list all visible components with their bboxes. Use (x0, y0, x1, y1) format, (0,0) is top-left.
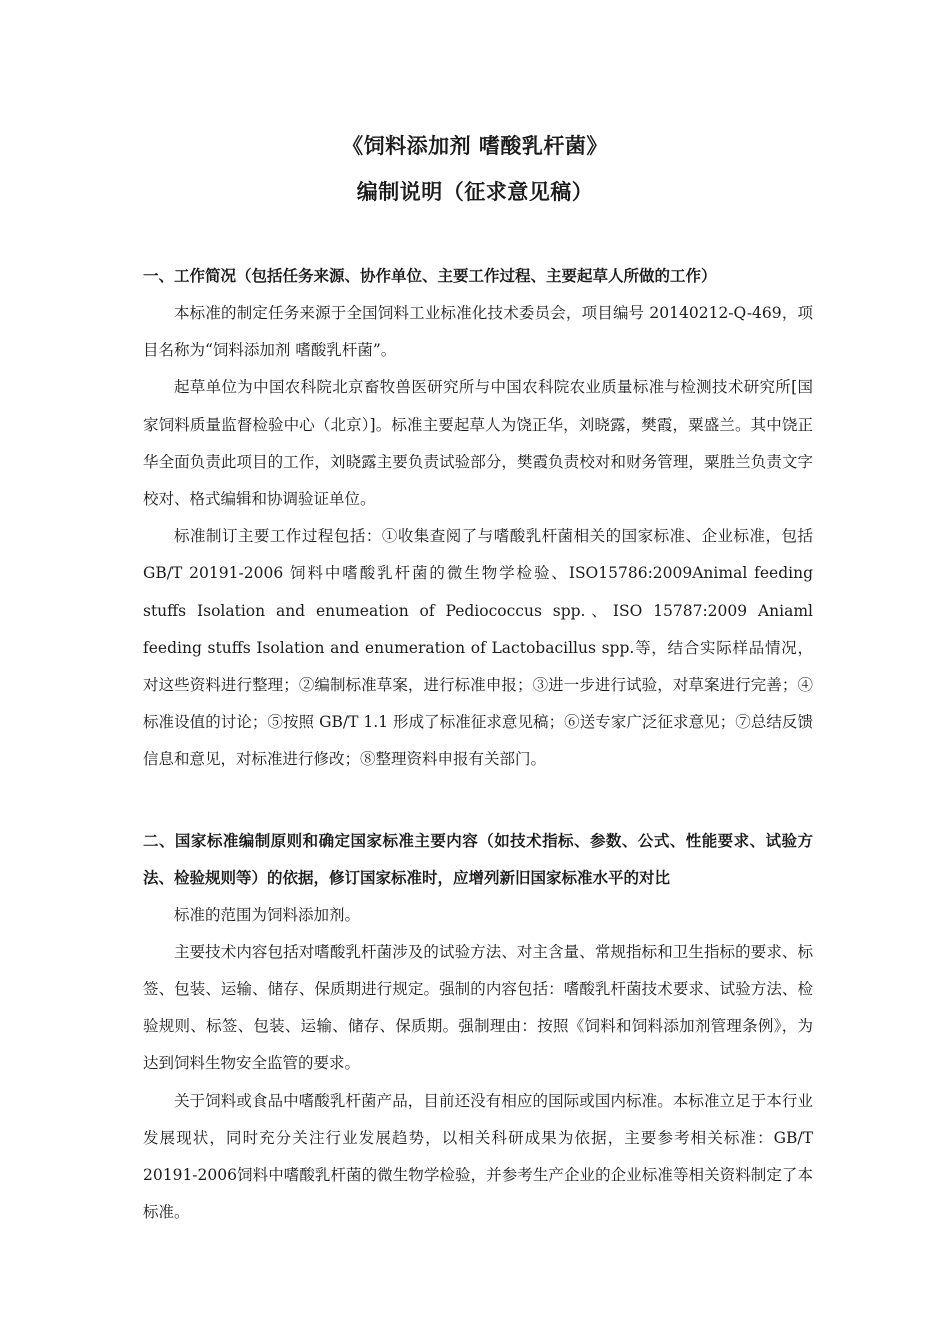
section-1-paragraph-3: 标准制订主要工作过程包括：①收集查阅了与嗜酸乳杆菌相关的国家标准、企业标准，包括 GB/T 20191-2006 饲料中嗜酸乳杆菌的微生物学检验、ISO15786:2009Animal feeding stuffs Isolation and enumeation of Pediococcus spp.、ISO 15787:2009 Aniaml feeding stuffs Isolation and enumeration of Lactobacillus spp.等，结合实际样品情况，对这些资料进行整理；②编制标准草案，进行标准申报；③进一步进行试验，对草案进行完善；④标准设值的讨论；⑤按照 GB/T 1.1 形成了标准征求意见稿；⑥送专家广泛征求意见；⑦总结反馈信息和意见，对标准进行修改；⑧整理资料申报有关部门。 (143, 527, 813, 769)
section-2-paragraph-1: 标准的范围为饲料添加剂。 (174, 905, 361, 924)
section-2-heading: 二、国家标准编制原则和确定国家标准主要内容（如技术指标、参数、公式、性能要求、试验方法、检验规则等）的依据，修订国家标准时，应增列新旧国家标准水平的对比 (143, 831, 813, 887)
section-1-paragraph-2: 起草单位为中国农科院北京畜牧兽医研究所与中国农科院农业质量标准与检测技术研究所[国家饲料质量监督检验中心（北京）]。标准主要起草人为饶正华，刘晓露，樊霞，粟盛兰。其中饶正华全面负责此项目的工作，刘晓露主要负责试验部分，樊霞负责校对和财务管理，粟胜兰负责文字校对、格式编辑和协调验证单位。 (143, 378, 813, 509)
section-spacer (143, 779, 813, 823)
section-1-paragraph-1: 本标准的制定任务来源于全国饲料工业标准化技术委员会，项目编号 20140212-Q-469，项目名称为“饲料添加剂 嗜酸乳杆菌”。 (143, 304, 813, 360)
section-2-paragraph-2: 主要技术内容包括对嗜酸乳杆菌涉及的试验方法、对主含量、常规指标和卫生指标的要求、标签、包装、运输、储存、保质期进行规定。强制的内容包括：嗜酸乳杆菌技术要求、试验方法、检验规则、标签、包装、运输、储存、保质期。强制理由：按照《饲料和饲料添加剂管理条例》，为达到饲料生物安全监管的要求。 (143, 942, 813, 1073)
document-title: 《饲料添加剂 嗜酸乳杆菌》 (342, 134, 608, 158)
section-1-heading: 一、工作简况（包括任务来源、协作单位、主要工作过程、主要起草人所做的工作） (143, 267, 717, 285)
section-2-paragraph-3: 关于饲料或食品中嗜酸乳杆菌产品，目前还没有相应的国际或国内标准。本标准立足于本行业发展现状，同时充分关注行业发展趋势，以相关科研成果为依据，主要参考相关标准：GB/T 20191-2006饲料中嗜酸乳杆菌的微生物学检验，并参考生产企业的企业标准等相关资料制定了本标准。 (143, 1091, 813, 1222)
document-body (143, 258, 813, 1231)
section-1 (143, 258, 813, 779)
section-2 (143, 823, 813, 1232)
document-subtitle: 编制说明（征求意见稿） (356, 180, 594, 204)
